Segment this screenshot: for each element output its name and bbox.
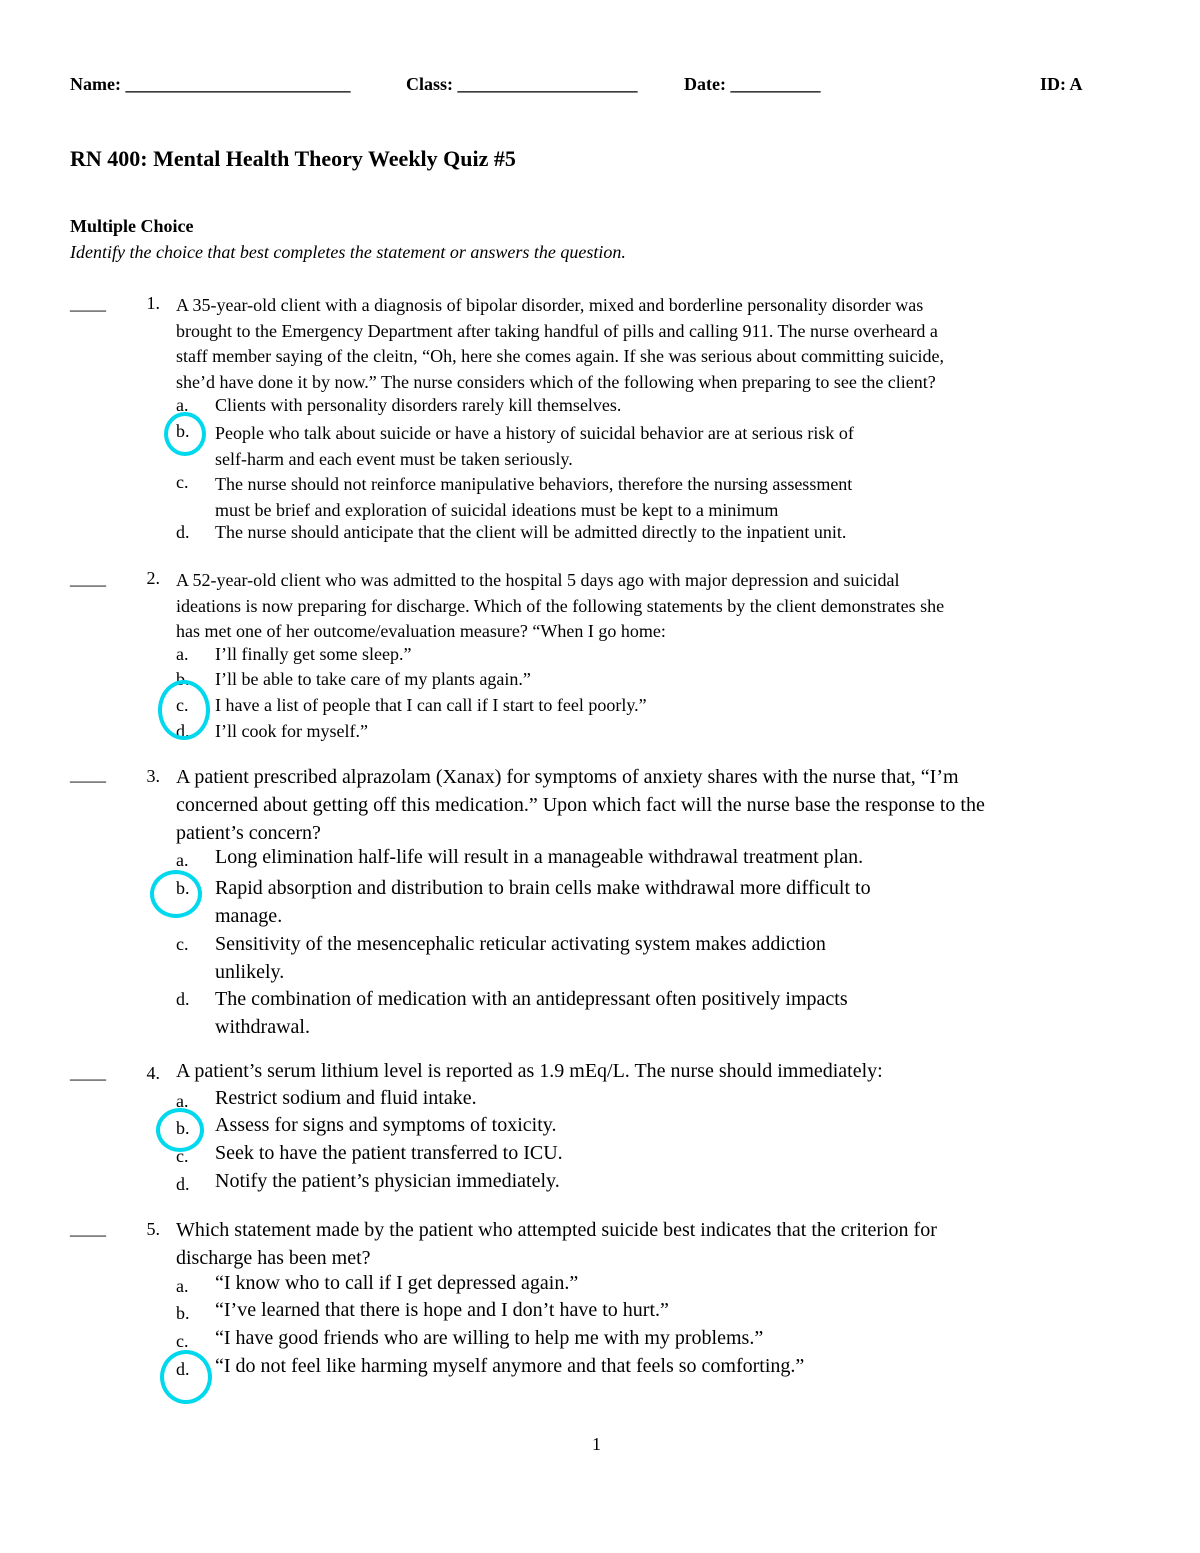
answer-blank-1[interactable]: ____: [70, 293, 106, 313]
option-line: “I know who to call if I get depressed again.”: [215, 1272, 579, 1294]
question-line: patient’s concern?: [176, 822, 321, 844]
option-text-5b[interactable]: [215, 1299, 1015, 1322]
answer-blank-2[interactable]: ____: [70, 568, 106, 588]
question-line: A 35-year-old client with a diagnosis of bipolar disorder, mixed and borderline personality disorder was: [176, 295, 924, 315]
option-text-2b[interactable]: [215, 669, 1015, 690]
option-letter-2c[interactable]: c.: [176, 695, 189, 715]
option-line: “I do not feel like harming myself anymore and that feels so comforting.”: [215, 1355, 805, 1377]
question-number-3: 3.: [146, 766, 160, 786]
class-label: Class:: [406, 74, 454, 94]
class-field[interactable]: [406, 74, 638, 95]
option-text-4d[interactable]: [215, 1170, 1015, 1193]
option-letter-4b[interactable]: b.: [176, 1118, 190, 1138]
question-line: Which statement made by the patient who attempted suicide best indicates that the criterion for: [176, 1219, 937, 1241]
option-letter-3c[interactable]: c.: [176, 934, 189, 954]
option-line: withdrawal.: [215, 1016, 310, 1038]
question-text-2: [176, 568, 1136, 645]
date-blank[interactable]: __________: [730, 74, 821, 94]
option-text-1b[interactable]: [215, 421, 1015, 472]
question-number-5: 5.: [146, 1219, 160, 1239]
question-number-1: 1.: [146, 293, 160, 313]
class-blank[interactable]: ____________________: [457, 74, 638, 94]
option-line: I have a list of people that I can call if I start to feel poorly.”: [215, 695, 647, 715]
option-line: People who talk about suicide or have a history of suicidal behavior are at serious risk of: [215, 423, 854, 443]
option-line: unlikely.: [215, 961, 285, 983]
question-line: she’d have done it by now.” The nurse considers which of the following when preparing to see the client?: [176, 371, 936, 392]
option-text-2c[interactable]: [215, 695, 1015, 716]
question-line: ideations is now preparing for discharge. Which of the following statements by the client demonstrates she: [176, 595, 945, 616]
option-letter-3a[interactable]: a.: [176, 850, 189, 870]
option-letter-1b[interactable]: b.: [176, 421, 190, 441]
date-field[interactable]: [684, 74, 820, 95]
option-line: must be brief and exploration of suicidal ideations must be kept to a minimum: [215, 499, 779, 520]
section-instructions: Identify the choice that best completes the statement or answers the question.: [70, 242, 626, 262]
option-line: Rapid absorption and distribution to brain cells make withdrawal more difficult to: [215, 877, 871, 899]
option-line: Sensitivity of the mesencephalic reticular activating system makes addiction: [215, 933, 826, 955]
option-line: The nurse should not reinforce manipulative behaviors, therefore the nursing assessment: [215, 474, 853, 494]
option-text-1d[interactable]: [215, 522, 1015, 543]
option-letter-4a[interactable]: a.: [176, 1091, 189, 1111]
answer-blank-3[interactable]: ____: [70, 764, 106, 784]
question-line: staff member saying of the cleitn, “Oh, here she comes again. If she was serious about committing suicide,: [176, 346, 944, 366]
question-line: A 52-year-old client who was admitted to the hospital 5 days ago with major depression and suicidal: [176, 570, 900, 590]
option-line: I’ll finally get some sleep.”: [215, 644, 412, 664]
option-text-3c[interactable]: [215, 930, 1015, 986]
option-text-5a[interactable]: [215, 1272, 1015, 1295]
option-line: The combination of medication with an antidepressant often positively impacts: [215, 988, 848, 1010]
question-line: has met one of her outcome/evaluation measure? “When I go home:: [176, 621, 666, 641]
option-letter-3d[interactable]: d.: [176, 989, 190, 1009]
answer-circle-4: [156, 1108, 204, 1152]
option-text-1a[interactable]: [215, 395, 1015, 416]
question-line: discharge has been met?: [176, 1247, 371, 1269]
option-letter-2b[interactable]: b.: [176, 669, 190, 689]
name-blank[interactable]: _________________________: [125, 74, 351, 94]
option-text-4c[interactable]: [215, 1142, 1015, 1165]
option-line: Notify the patient’s physician immediately.: [215, 1170, 560, 1192]
id-label: ID: A: [1040, 74, 1083, 94]
name-field[interactable]: [70, 74, 350, 95]
option-letter-4c[interactable]: c.: [176, 1146, 189, 1166]
page-title: RN 400: Mental Health Theory Weekly Quiz #5: [70, 146, 516, 171]
question-text-5: [176, 1216, 1136, 1272]
page-number: 1: [592, 1434, 601, 1454]
option-text-2d[interactable]: [215, 721, 1015, 742]
option-letter-5c[interactable]: c.: [176, 1331, 189, 1351]
option-line: self-harm and each event must be taken seriously.: [215, 448, 573, 469]
option-letter-1d[interactable]: d.: [176, 522, 190, 542]
question-text-3: [176, 763, 1136, 847]
option-letter-1c[interactable]: c.: [176, 472, 189, 492]
option-text-3d[interactable]: [215, 985, 1015, 1041]
section-heading: Multiple Choice: [70, 216, 194, 236]
option-letter-2a[interactable]: a.: [176, 644, 189, 664]
option-letter-2d[interactable]: d.: [176, 721, 190, 741]
option-line: Assess for signs and symptoms of toxicity.: [215, 1114, 557, 1136]
option-line: “I’ve learned that there is hope and I don’t have to hurt.”: [215, 1299, 669, 1321]
option-letter-3b[interactable]: b.: [176, 878, 190, 898]
option-line: Restrict sodium and fluid intake.: [215, 1087, 477, 1109]
option-letter-4d[interactable]: d.: [176, 1174, 190, 1194]
option-line: The nurse should anticipate that the client will be admitted directly to the inpatient unit.: [215, 522, 847, 542]
option-text-3a[interactable]: [215, 846, 1015, 869]
name-label: Name:: [70, 74, 121, 94]
option-text-1c[interactable]: [215, 472, 1015, 523]
option-text-5c[interactable]: [215, 1327, 1015, 1350]
option-line: Long elimination half-life will result in a manageable withdrawal treatment plan.: [215, 846, 864, 868]
question-line: A patient’s serum lithium level is reported as 1.9 mEq/L. The nurse should immediately:: [176, 1060, 883, 1082]
option-letter-5d[interactable]: d.: [176, 1359, 190, 1379]
answer-blank-5[interactable]: ____: [70, 1218, 106, 1238]
option-text-2a[interactable]: [215, 644, 1015, 665]
answer-blank-4[interactable]: ____: [70, 1062, 106, 1082]
option-line: Clients with personality disorders rarely kill themselves.: [215, 395, 622, 415]
question-line: A patient prescribed alprazolam (Xanax) for symptoms of anxiety shares with the nurse that, “I’m: [176, 766, 959, 788]
option-text-3b[interactable]: [215, 874, 1015, 930]
option-text-4b[interactable]: [215, 1114, 1015, 1137]
option-text-5d[interactable]: [215, 1355, 1015, 1378]
question-text-4: [176, 1060, 1136, 1083]
question-number-4: 4.: [146, 1063, 160, 1083]
question-text-1: [176, 293, 1136, 395]
option-line: Seek to have the patient transferred to ICU.: [215, 1142, 563, 1164]
option-letter-5b[interactable]: b.: [176, 1303, 190, 1323]
option-line: manage.: [215, 905, 283, 927]
option-line: I’ll be able to take care of my plants again.”: [215, 669, 531, 689]
answer-circle-3: [150, 870, 202, 918]
date-label: Date:: [684, 74, 726, 94]
option-letter-1a[interactable]: a.: [176, 395, 189, 415]
answer-circle-2: [158, 680, 210, 740]
question-line: brought to the Emergency Department after taking handful of pills and calling 911. The nurse overheard a: [176, 320, 938, 341]
question-number-2: 2.: [146, 568, 160, 588]
option-letter-5a[interactable]: a.: [176, 1276, 189, 1296]
question-line: concerned about getting off this medication.” Upon which fact will the nurse base the response to the: [176, 794, 985, 816]
answer-circle-5: [160, 1350, 212, 1404]
option-text-4a[interactable]: [215, 1087, 1015, 1110]
option-line: I’ll cook for myself.”: [215, 721, 368, 741]
answer-circle-1: [164, 412, 206, 456]
option-line: “I have good friends who are willing to help me with my problems.”: [215, 1327, 764, 1349]
